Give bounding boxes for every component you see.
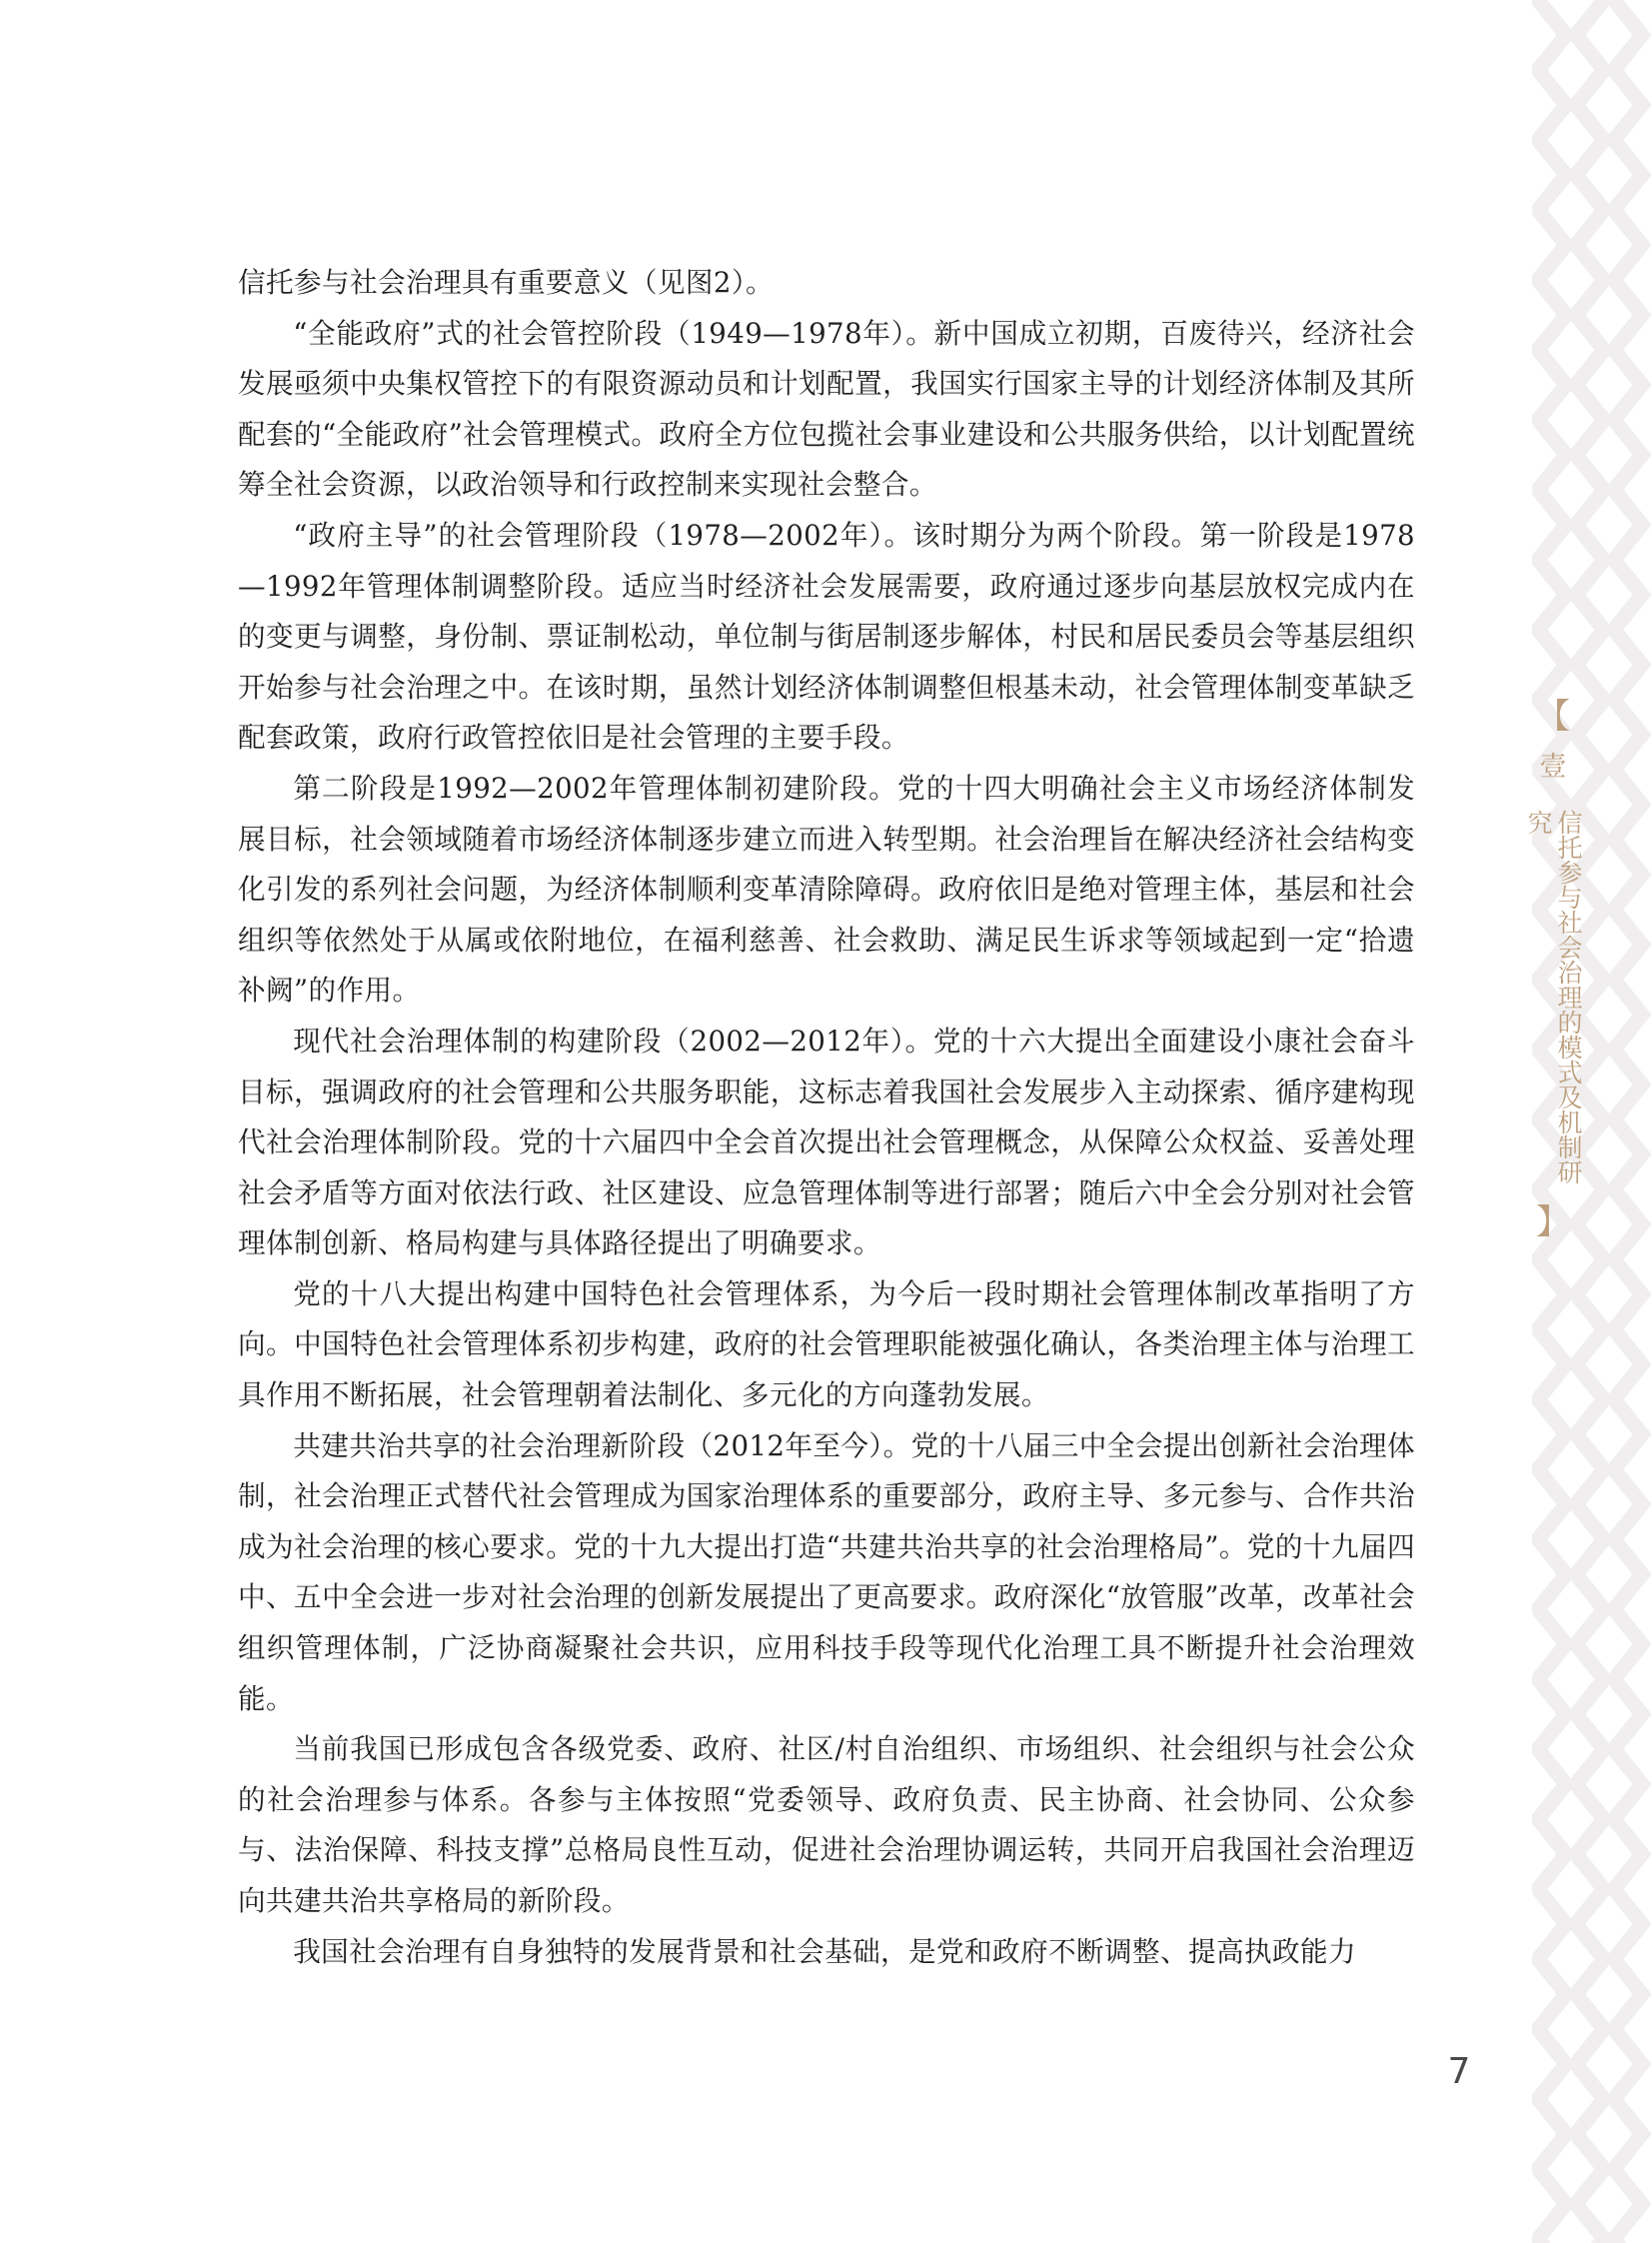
chapter-title: 信托参与社会治理的模式及机制研究 [1524, 810, 1583, 1184]
page-number: 7 [1447, 2051, 1471, 2092]
bracket-open: 【 [1536, 697, 1570, 737]
paragraph-3: “政府主导”的社会管理阶段（1978—2002年）。该时期分为两个阶段。第一阶段是1978—1992年管理体制调整阶段。适应当时经济社会发展需要，政府通过逐步向基层放权完成内在的变更与调整，身份制、票证制松动，单位制与街居制逐步解体，村民和居民委员会等基层组织开始参与社会治理之中。在该时期，虽然计划经济体制调整但根基未动，社会管理体制变革缺乏配套政策，政府行政管控依旧是社会管理的主要手段。 [238, 518, 1415, 755]
paragraph-1: 信托参与社会治理具有重要意义（见图2）。 [238, 266, 775, 299]
body-text [238, 258, 1415, 1977]
zigzag-line [1614, 0, 1642, 2243]
paragraph-4: 第二阶段是1992—2002年管理体制初建阶段。党的十四大明确社会主义市场经济体制发展目标，社会领域随着市场经济体制逐步建立而进入转型期。社会治理旨在解决经济社会结构变化引发的系列社会问题，为经济体制顺利变革清除障碍。政府依旧是绝对管理主体，基层和社会组织等依然处于从属或依附地位，在福利慈善、社会救助、满足民生诉求等领域起到一定“拾遗补阙”的作用。 [238, 771, 1415, 1008]
paragraph-2: “全能政府”式的社会管控阶段（1949—1978年）。新中国成立初期，百废待兴，经济社会发展亟须中央集权管控下的有限资源动员和计划配置，我国实行国家主导的计划经济体制及其所配套的“全能政府”社会管理模式。政府全方位包揽社会事业建设和公共服务供给，以计划配置统筹全社会资源，以政治领导和行政控制来实现社会整合。 [238, 316, 1415, 502]
chapter-side-tab [1524, 697, 1583, 1242]
paragraph-5: 现代社会治理体制的构建阶段（2002—2012年）。党的十六大提出全面建设小康社会奋斗目标，强调政府的社会管理和公共服务职能，这标志着我国社会发展步入主动探索、循序建构现代社会治理体制阶段。党的十六届四中全会首次提出社会管理概念，从保障公众权益、妥善处理社会矛盾等方面对依法行政、社区建设、应急管理体制等进行部署；随后六中全会分别对社会管理体制创新、格局构建与具体路径提出了明确要求。 [238, 1024, 1415, 1260]
bracket-close: 】 [1536, 1202, 1570, 1242]
chapter-number: 壹 [1539, 752, 1567, 783]
paragraph-6: 党的十八大提出构建中国特色社会管理体系，为今后一段时期社会管理体制改革指明了方向。中国特色社会管理体系初步构建，政府的社会管理职能被强化确认，各类治理主体与治理工具作用不断拓展，社会管理朝着法制化、多元化的方向蓬勃发展。 [238, 1276, 1415, 1412]
paragraph-8: 当前我国已形成包含各级党委、政府、社区/村自治组织、市场组织、社会组织与社会公众的社会治理参与体系。各参与主体按照“党委领导、政府负责、民主协商、社会协同、公众参与、法治保障、科技支撑”总格局良性互动，促进社会治理协调运转，共同开启我国社会治理迈向共建共治共享格局的新阶段。 [238, 1732, 1415, 1917]
paragraph-9: 我国社会治理有自身独特的发展背景和社会基础，是党和政府不断调整、提高执政能力 [293, 1934, 1356, 1968]
paragraph-7: 共建共治共享的社会治理新阶段（2012年至今）。党的十八届三中全会提出创新社会治理体制，社会治理正式替代社会管理成为国家治理体系的重要部分，政府主导、多元参与、合作共治成为社会治理的核心要求。党的十九大提出打造“共建共治共享的社会治理格局”。党的十九届四中、五中全会进一步对社会治理的创新发展提出了更高要求。政府深化“放管服”改革，改革社会组织管理体制，广泛协商凝聚社会共识，应用科技手段等现代化治理工具不断提升社会治理效能。 [238, 1428, 1415, 1715]
